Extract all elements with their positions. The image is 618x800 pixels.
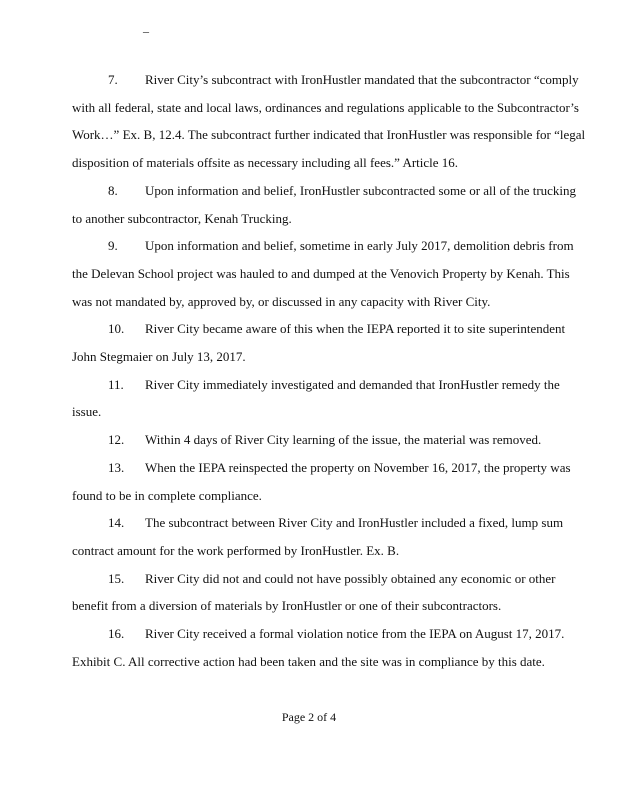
paragraph-text: River City did not and could not have possibly obtained any economic or other	[145, 570, 556, 586]
paragraph-number: 16.	[108, 626, 125, 641]
paragraph-line	[72, 266, 570, 282]
paragraph-first-line	[108, 72, 579, 88]
paragraph-line	[72, 598, 501, 614]
paragraph-line	[72, 100, 579, 116]
paragraph-line	[72, 404, 101, 420]
paragraph-number: 8.	[108, 182, 118, 198]
page-number: Page 2 of 4	[281, 710, 337, 724]
paragraph-text: John Stegmaier on July 13, 2017.	[72, 349, 246, 364]
paragraph-first-line	[108, 238, 574, 254]
paragraph-text: River City’s subcontract with IronHustler mandated that the subcontractor “comply	[145, 72, 579, 87]
paragraph-number: 12.	[108, 432, 125, 448]
paragraph-line	[72, 127, 585, 143]
paragraph-line	[72, 349, 246, 365]
paragraph-number: 9.	[108, 238, 118, 254]
paragraph-number: 15.	[108, 570, 125, 586]
paragraph-first-line	[108, 515, 563, 531]
paragraph-first-line	[108, 321, 565, 337]
paragraph-line	[72, 654, 545, 670]
paragraph-text: River City received a formal violation notice from the IEPA on August 17, 2017.	[145, 626, 565, 641]
paragraph-line	[72, 155, 458, 171]
paragraph-text: River City became aware of this when the IEPA reported it to site superintendent	[145, 321, 566, 337]
paragraph-text: issue.	[72, 404, 102, 420]
paragraph-text: Exhibit C. All corrective action had been taken and the site was in compliance by this date.	[72, 653, 545, 669]
paragraph-first-line	[108, 183, 576, 199]
paragraph-number: 13.	[108, 459, 125, 475]
paragraph-first-line	[108, 460, 571, 476]
paragraph-number: 10.	[108, 321, 125, 337]
paragraph-text: Upon information and belief, sometime in early July 2017, demolition debris from	[145, 238, 574, 254]
paragraph-text: Upon information and belief, IronHustler subcontracted some or all of the trucking	[145, 182, 577, 198]
paragraph-text: Within 4 days of River City learning of the issue, the material was removed.	[145, 432, 542, 448]
paragraph-text: disposition of materials offsite as necessary including all fees.” Article 16.	[72, 155, 459, 171]
paragraph-text: benefit from a diversion of materials by IronHustler or one of their subcontractors.	[72, 598, 502, 614]
paragraph-line	[72, 488, 262, 504]
paragraph-text: When the IEPA reinspected the property on November 16, 2017, the property was	[145, 459, 571, 475]
paragraph-text: found to be in complete compliance.	[72, 487, 262, 503]
paragraph-number: 14.	[108, 515, 125, 531]
paragraph-text: Work…” Ex. B, 12.4. The subcontract further indicated that IronHustler was responsible for “legal	[72, 127, 586, 143]
paragraph-text: with all federal, state and local laws, ordinances and regulations applicable to the Subcontractor’s	[72, 99, 579, 115]
paragraph-line	[72, 211, 292, 227]
paragraph-text: River City immediately investigated and demanded that IronHustler remedy the	[145, 376, 560, 392]
paragraph-line	[72, 543, 399, 559]
paragraph-number: 7.	[108, 72, 118, 87]
paragraph-line	[72, 294, 490, 310]
paragraph-first-line	[108, 377, 560, 393]
paragraph-text: the Delevan School project was hauled to and dumped at the Venovich Property by Kenah. This	[72, 265, 570, 281]
paragraph-text: was not mandated by, approved by, or discussed in any capacity with River City.	[72, 293, 491, 309]
paragraph-number: 11.	[108, 376, 124, 392]
paragraph-first-line	[108, 626, 564, 642]
paragraph-first-line	[108, 432, 541, 448]
header-mark: _	[143, 20, 149, 34]
paragraph-text: to another subcontractor, Kenah Trucking.	[72, 210, 292, 226]
paragraph-first-line	[108, 571, 556, 587]
paragraph-text: contract amount for the work performed by IronHustler. Ex. B.	[72, 542, 400, 558]
paragraph-text: The subcontract between River City and IronHustler included a fixed, lump sum	[145, 515, 564, 531]
